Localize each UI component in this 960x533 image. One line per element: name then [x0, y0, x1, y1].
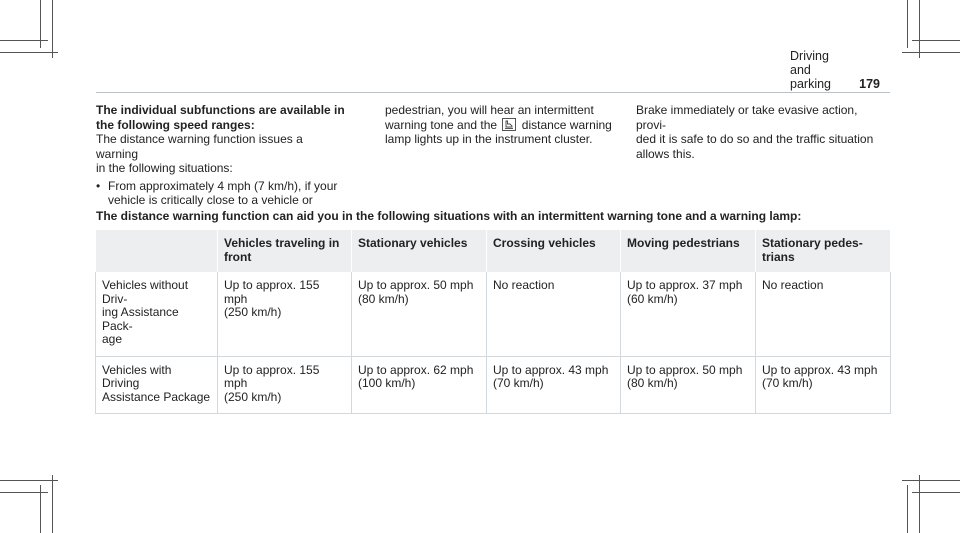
- table-caption: The distance warning function can aid you in the following situations with an intermittent warning tone and a warning lamp:: [96, 209, 802, 223]
- table-cell: Up to approx. 155 mph (250 km/h): [218, 356, 352, 414]
- table-cell: Up to approx. 50 mph (80 km/h): [352, 272, 487, 356]
- table-row: [96, 272, 891, 356]
- crop-mark: [52, 475, 53, 533]
- section-title: Driving and parking: [790, 49, 831, 91]
- continuation-paragraph: pedestrian, you will hear an intermittent warning tone and the distance warning lamp lights up in the instrument cluster.: [385, 103, 612, 146]
- running-header: [790, 49, 880, 91]
- table-row: [96, 356, 891, 414]
- table-header-cell: Vehicles traveling in front: [218, 230, 352, 272]
- crop-mark: [912, 40, 960, 41]
- table-cell: No reaction: [756, 272, 891, 356]
- table-header-cell: [96, 230, 218, 272]
- crop-mark: [0, 40, 48, 41]
- intro-paragraph: The distance warning function issues a warning in the following situations:: [96, 132, 303, 175]
- list-item-text: From approximately 4 mph (7 km/h), if your vehicle is critically close to a vehicle or: [108, 178, 338, 207]
- crop-mark: [0, 52, 58, 53]
- table-cell: Vehicles without Driv- ing Assistance Pack- age: [96, 272, 218, 356]
- table-cell: No reaction: [487, 272, 621, 356]
- crop-mark: [919, 0, 920, 58]
- crop-mark: [52, 0, 53, 58]
- header-divider: [96, 92, 890, 93]
- instruction-paragraph: Brake immediately or take evasive action, provi- ded it is safe to do so and the traffic situation allows this.: [636, 103, 874, 161]
- crop-mark: [0, 492, 48, 493]
- speed-range-table: [95, 230, 891, 414]
- distance-warning-lamp-icon: [502, 118, 516, 131]
- text-column-2: [385, 103, 625, 147]
- text-column-1: [96, 103, 346, 208]
- list-item: [96, 179, 346, 208]
- crop-mark: [902, 52, 960, 53]
- subfunction-heading: The individual subfunctions are available in the following speed ranges:: [96, 103, 345, 132]
- table-cell: Up to approx. 43 mph (70 km/h): [487, 356, 621, 414]
- text-column-3: [636, 103, 876, 161]
- crop-mark: [912, 492, 960, 493]
- table-cell: Up to approx. 155 mph (250 km/h): [218, 272, 352, 356]
- table-cell: Vehicles with Driving Assistance Package: [96, 356, 218, 414]
- table-cell: Up to approx. 50 mph (80 km/h): [621, 356, 756, 414]
- page-number: 179: [859, 77, 880, 91]
- crop-mark: [0, 480, 58, 481]
- bullet-marker: •: [96, 178, 101, 193]
- table-cell: Up to approx. 62 mph (100 km/h): [352, 356, 487, 414]
- table-header-cell: Crossing vehicles: [487, 230, 621, 272]
- table-cell: Up to approx. 37 mph (60 km/h): [621, 272, 756, 356]
- table-header-cell: Moving pedestrians: [621, 230, 756, 272]
- crop-mark: [907, 0, 908, 48]
- crop-mark: [902, 480, 960, 481]
- crop-mark: [907, 485, 908, 533]
- crop-mark: [919, 475, 920, 533]
- table-header-row: [96, 230, 891, 272]
- table-cell: Up to approx. 43 mph (70 km/h): [756, 356, 891, 414]
- table-header-cell: Stationary pedes- trians: [756, 230, 891, 272]
- table-header-cell: Stationary vehicles: [352, 230, 487, 272]
